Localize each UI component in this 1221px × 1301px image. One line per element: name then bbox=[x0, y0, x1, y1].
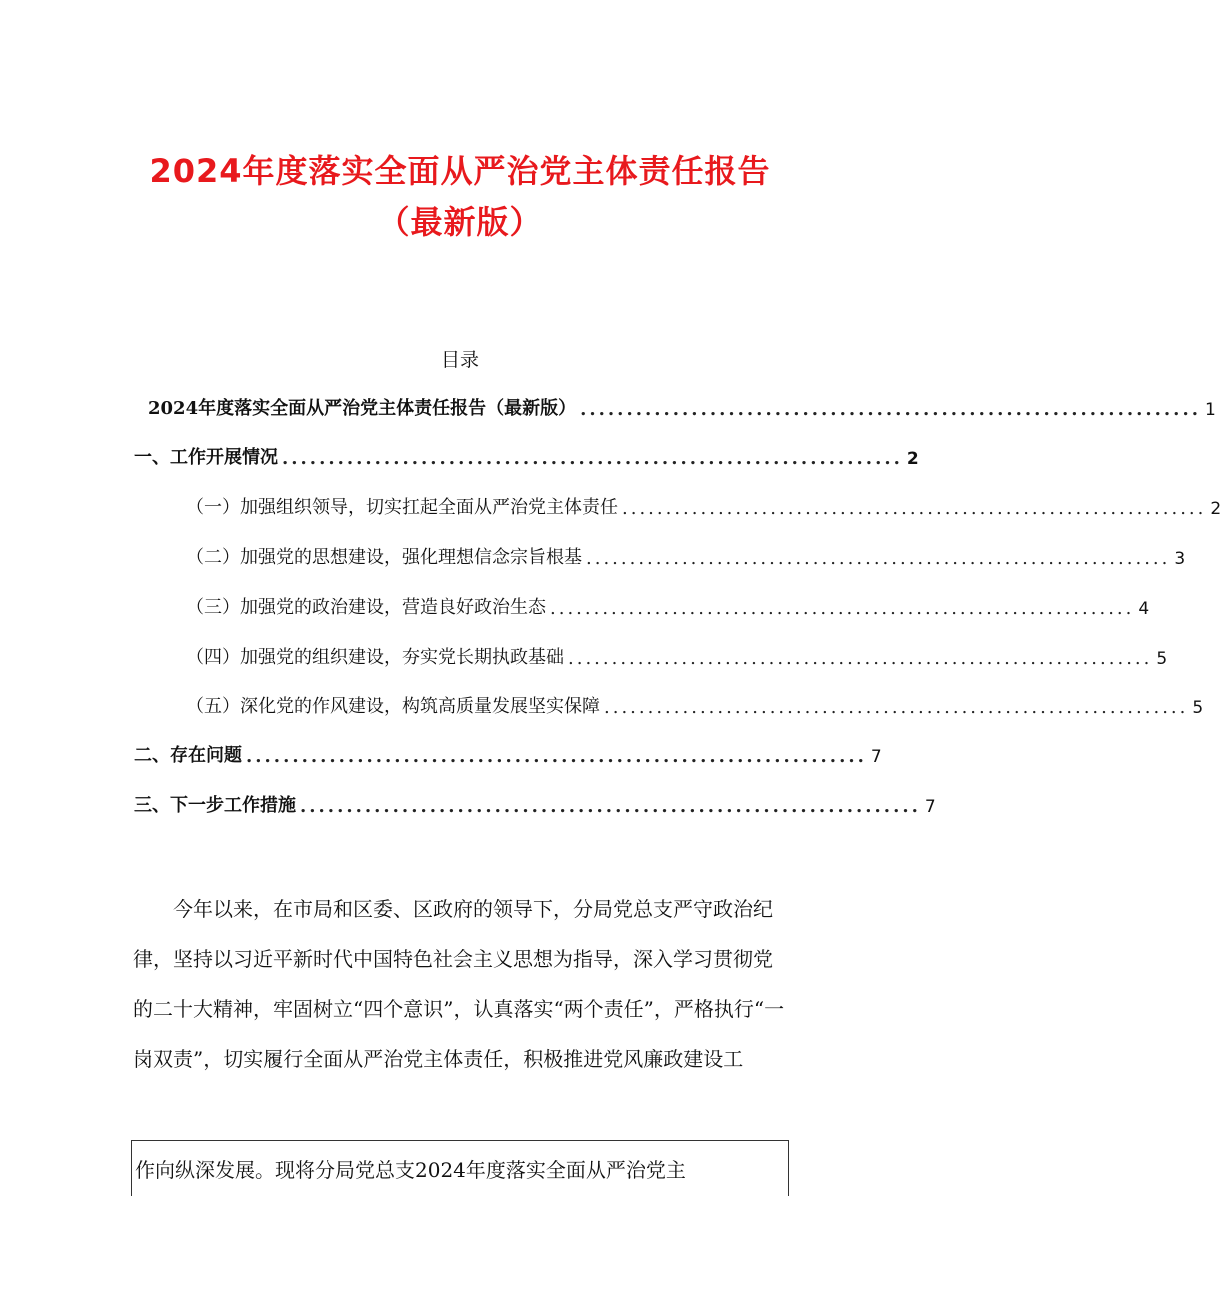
toc-leader-dots: ................................................................... bbox=[604, 697, 1189, 718]
toc-leader-dots: ................................................................... bbox=[282, 448, 903, 469]
toc-entry-subsection-5[interactable] bbox=[186, 692, 1204, 718]
toc-page-number: 7 bbox=[870, 747, 882, 767]
toc-leader-dots: ................................................................... bbox=[300, 796, 921, 817]
toc-entry-text: （五）深化党的作风建设，构筑高质量发展坚实保障 bbox=[186, 696, 600, 717]
toc-leader-dots: ................................................................... bbox=[550, 598, 1135, 619]
toc-page-number: 1 bbox=[1204, 400, 1216, 420]
toc-page-number: 2 bbox=[1210, 499, 1221, 519]
toc-entry-text: （四）加强党的组织建设，夯实党长期执政基础 bbox=[186, 647, 564, 668]
document-subtitle: （最新版） bbox=[377, 203, 543, 241]
toc-page-number: 7 bbox=[924, 797, 936, 817]
toc-entry-section-1[interactable] bbox=[134, 443, 919, 469]
toc-entry-subsection-4[interactable] bbox=[186, 643, 1168, 669]
toc-entry-text: 二、存在问题 bbox=[134, 745, 242, 766]
body-continuation-line: 作向纵深发展。现将分局党总支2024年度落实全面从严治党主 bbox=[135, 1158, 686, 1182]
document-title: 2024年度落实全面从严治党主体责任报告 bbox=[149, 152, 771, 190]
highlighted-text-box bbox=[131, 1140, 789, 1196]
toc-entry-text: （三）加强党的政治建设，营造良好政治生态 bbox=[186, 597, 546, 618]
toc-heading: 目录 bbox=[440, 349, 479, 371]
toc-page-number: 2 bbox=[906, 449, 919, 469]
toc-entry-text: 一、工作开展情况 bbox=[134, 447, 278, 468]
toc-entry-text: 2024年度落实全面从严治党主体责任报告（最新版） bbox=[148, 398, 577, 419]
toc-entry-main-title[interactable] bbox=[148, 394, 1216, 420]
toc-page-number: 3 bbox=[1174, 549, 1186, 569]
toc-page-number: 5 bbox=[1192, 698, 1204, 718]
toc-leader-dots: ................................................................... bbox=[580, 399, 1201, 420]
body-paragraph: 今年以来，在市局和区委、区政府的领导下，分局党总支严守政治纪律，坚持以习近平新时代中国特色社会主义思想为指导，深入学习贯彻党的二十大精神，牢固树立“四个意识”，认真落实“两个责任”，严格执行“一岗双责”，切实履行全面从严治党主体责任，积极推进党风廉政建设工 bbox=[133, 897, 785, 1071]
toc-page-number: 4 bbox=[1138, 599, 1150, 619]
toc-leader-dots: ................................................................... bbox=[622, 498, 1207, 519]
toc-leader-dots: ................................................................... bbox=[568, 648, 1153, 669]
toc-entry-subsection-3[interactable] bbox=[186, 593, 1150, 619]
toc-entry-section-2[interactable] bbox=[134, 741, 882, 767]
toc-entry-subsection-1[interactable] bbox=[186, 493, 1221, 519]
toc-entry-text: （二）加强党的思想建设，强化理想信念宗旨根基 bbox=[186, 547, 582, 568]
toc-entry-text: （一）加强组织领导，切实扛起全面从严治党主体责任 bbox=[186, 497, 618, 518]
toc-page-number: 5 bbox=[1156, 649, 1168, 669]
toc-entry-section-3[interactable] bbox=[134, 791, 936, 817]
toc-leader-dots: ................................................................... bbox=[246, 746, 867, 767]
toc-leader-dots: ................................................................... bbox=[586, 548, 1171, 569]
toc-entry-subsection-2[interactable] bbox=[186, 543, 1186, 569]
toc-entry-text: 三、下一步工作措施 bbox=[134, 795, 296, 816]
